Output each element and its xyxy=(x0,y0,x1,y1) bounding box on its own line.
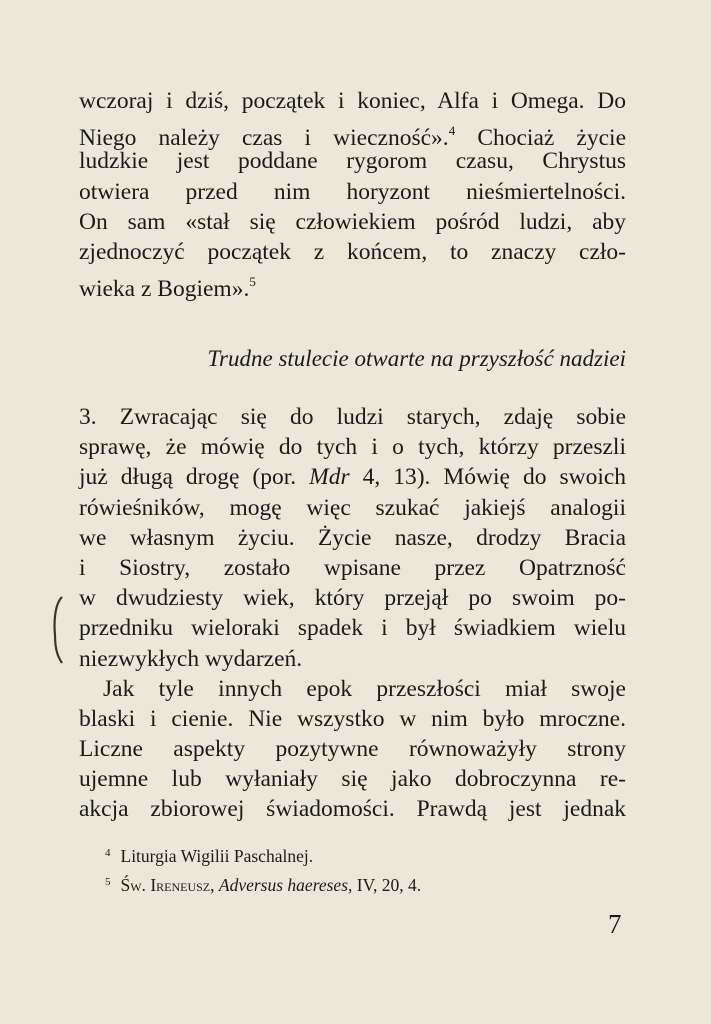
footnote-number: 5 xyxy=(105,876,111,888)
text-line: niezwykłych wydarzeń. xyxy=(79,645,303,672)
page-number: 7 xyxy=(608,909,622,939)
margin-bracket-mark xyxy=(50,595,64,665)
paragraph-2 xyxy=(79,402,626,674)
text-line: rówieśników, mogę więc szukać jakiejś analogii xyxy=(79,494,626,521)
footnote-prefix: Św. xyxy=(120,875,146,895)
section-body xyxy=(79,402,626,825)
text-line: blaski i cienie. Nie wszystko w nim było mroczne. xyxy=(79,705,626,732)
text-segment: Chociaż życie xyxy=(477,125,626,152)
text-line: przedniku wieloraki spadek i był świadkiem wielu xyxy=(79,615,626,642)
text-line: 3. Zwracając się do ludzi starych, zdaję sobie xyxy=(79,404,626,430)
text-line: w dwudziesty wiek, który przejął po swoim po- xyxy=(79,585,626,612)
text-line: sprawę, że mówię do tych i o tych, którzy przeszli xyxy=(79,434,626,461)
footnote-5: $^5$ Św. Ireneusz, Adversus haereses, IV, 20, 4. xyxy=(105,875,422,895)
paragraph-1 xyxy=(79,86,626,303)
text-segment: wieka z Bogiem». xyxy=(79,276,250,303)
paragraph-3 xyxy=(79,674,626,825)
text-line: otwiera przed nim horyzont nieśmiertelności. xyxy=(79,178,626,205)
footnote-title: Adversus haereses xyxy=(218,875,349,895)
text-line: wczoraj i dziś, początek i koniec, Alfa i Omega. Do xyxy=(79,88,626,114)
text-line: we własnym życiu. Życie nasze, drodzy Bracia xyxy=(79,524,626,551)
footnote-number: 4 xyxy=(105,847,111,859)
section-heading: Trudne stulecie otwarte na przyszłość nadziei xyxy=(207,346,626,371)
text-line: Jak tyle innych epok przeszłości miał swoje xyxy=(103,675,626,702)
text-line: akcja zbiorowej świadomości. Prawdą jest jednak xyxy=(79,796,626,823)
text-line xyxy=(79,116,626,152)
text-line: ludzkie jest poddane rygorom czasu, Chrystus xyxy=(79,148,626,175)
footnote-4 xyxy=(105,840,605,869)
text-line: On sam «stał się człowiekiem pośród ludzi, aby xyxy=(79,208,626,235)
text-segment: Niego należy czas i wieczność». xyxy=(79,125,449,152)
footnote-ref-4: 4 xyxy=(448,123,456,139)
text-line: ujemne lub wyłaniały się jako dobroczynna re- xyxy=(79,766,626,793)
text-segment: 4, 13). Mówię do swoich xyxy=(362,464,627,491)
text-line: i Siostry, zostało wpisane przez Opatrzność xyxy=(79,554,626,581)
text-line xyxy=(79,267,626,303)
text-line: Liczne aspekty pozytywne równoważyły strony xyxy=(79,736,626,763)
text-line: zjednoczyć początek z końcem, to znaczy czło- xyxy=(79,238,626,265)
footnote-ref-5: 5 xyxy=(249,274,256,290)
footnotes xyxy=(105,840,605,898)
footnote-text: Liturgia Wigilii Paschalnej. xyxy=(120,846,314,866)
footnote-author: Ireneusz xyxy=(150,875,211,895)
footnote-tail: , IV, 20, 4. xyxy=(348,875,422,895)
text-segment: już długą drogę (por. xyxy=(79,464,297,491)
text-line xyxy=(79,462,626,492)
scripture-ref: Mdr xyxy=(309,464,350,491)
